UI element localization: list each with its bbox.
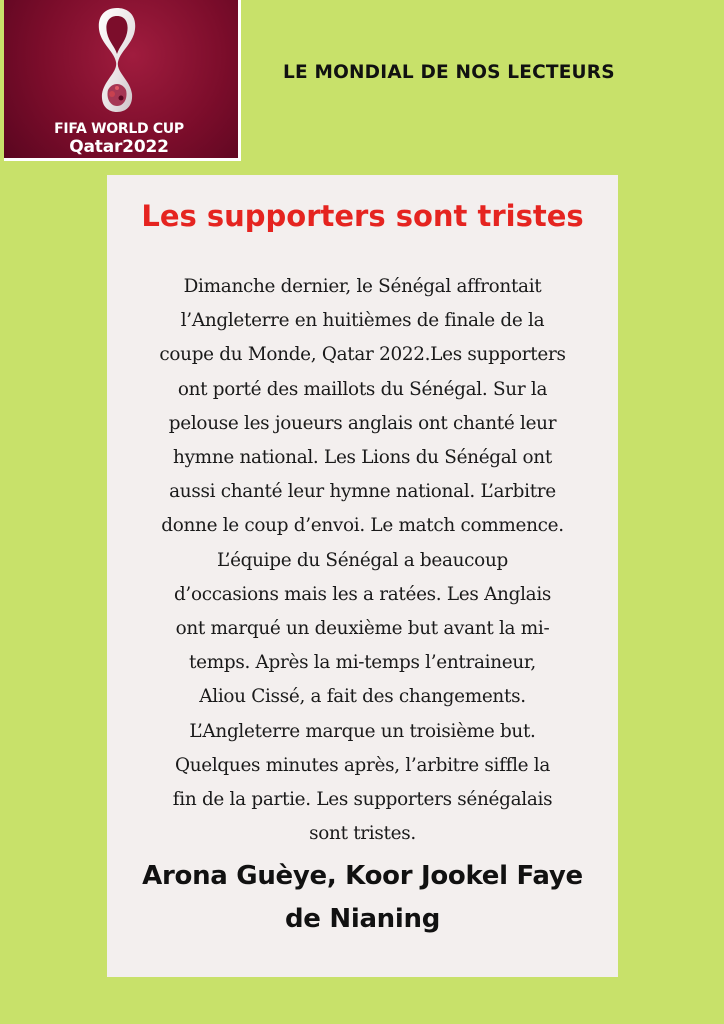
logo-text-qatar-2022: Qatar2022 xyxy=(69,137,169,157)
section-header-title: LE MONDIAL DE NOS LECTEURS xyxy=(283,62,615,83)
article-card xyxy=(107,175,618,977)
world-cup-trophy-icon xyxy=(82,2,152,118)
fifa-world-cup-logo xyxy=(4,0,241,161)
article-title: Les supporters sont tristes xyxy=(141,199,584,233)
article-body: Dimanche dernier, le Sénégal affrontait l’Angleterre en huitièmes de finale de la coupe du Monde, Qatar 2022.Les supporters ont porté des maillots du Sénégal. Sur la pelouse les joueurs anglais ont chanté leur hymne national. Les Lions du Sénégal ont aussi chanté leur hymne national. L’arbitre donne le coup d’envoi. Le match commence. L’équipe du Sénégal a beaucoup d’occasions mais les a ratées. Les Anglais ont marqué un deuxième but avant la mi- temps. Après la mi-temps l’entraineur, Aliou Cissé, a fait des changements. L’Angleterre marque un troisième but. Quelques minutes après, l’arbitre siffle la fin de la partie. Les supporters sénégalais sont tristes. xyxy=(159,276,566,845)
logo-text-fifa-world-cup: FIFA WORLD CUP xyxy=(54,121,184,137)
article-author: Arona Guèye, Koor Jookel Faye de Nianing xyxy=(142,861,583,934)
